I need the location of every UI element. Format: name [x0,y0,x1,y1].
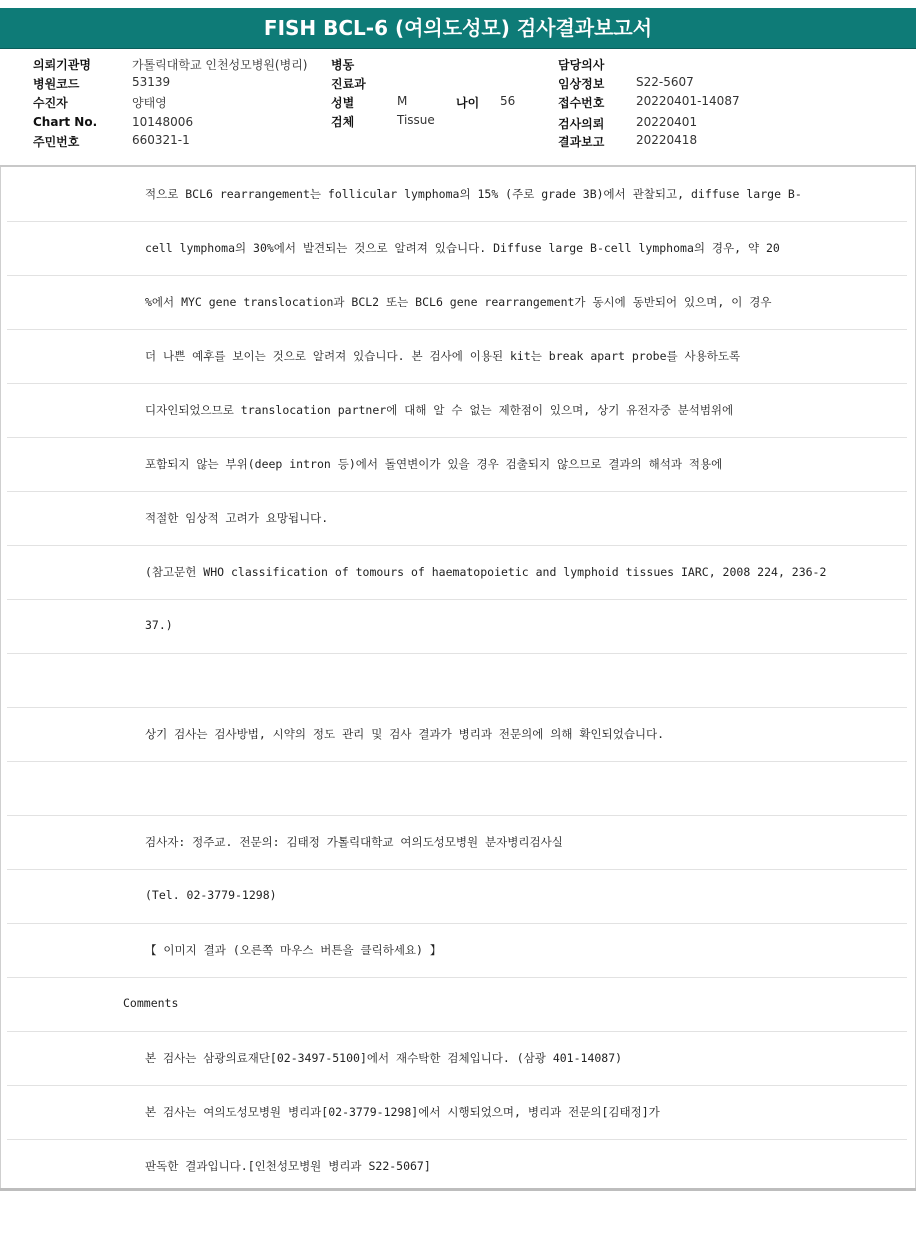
report-line-row [7,815,907,870]
report-line: 본 검사는 여의도성모병원 병리과[02-3779-1298]에서 시행되었으며, 병리과 전문의[김태정]가 [145,1105,660,1119]
request-date-label: 검사의뢰 [558,117,605,131]
patient-label: 수진자 [33,96,68,110]
report-line-row [7,329,907,384]
attending-doctor-label: 담당의사 [558,58,605,72]
report-line: 적절한 임상적 고려가 요망됩니다. [145,511,329,525]
bottom-divider [0,1188,916,1191]
report-line-row [7,1031,907,1086]
report-line-row [7,599,907,654]
resident-no-label: 주민번호 [33,135,80,149]
image-result-link[interactable]: 【 이미지 결과 (오른쪽 마우스 버튼을 클릭하세요) 】 [145,943,442,957]
report-date-label: 결과보고 [558,135,605,149]
sex-value: M [397,94,408,108]
hospital-code-label: 병원코드 [33,77,80,91]
report-line-row [7,869,907,924]
report-line-row-empty [7,653,907,708]
report-line: (참고문헌 WHO classification of tomours of haematopoietic and lymphoid tissues IARC, 2008 224, 236-2 [145,565,827,579]
report-line-row [7,1139,907,1193]
age-value: 56 [500,94,516,108]
report-line: 디자인되었으므로 translocation partner에 대해 알 수 없는 제한점이 있으며, 상기 유전자중 분석범위에 [145,403,734,417]
report-line-row [7,383,907,438]
chart-no-label: Chart No. [33,115,98,129]
report-body[interactable] [0,167,916,1191]
report-line: 37.) [145,618,173,632]
chart-no-value: 10148006 [132,115,194,129]
report-line: 본 검사는 삼광의료재단[02-3497-5100]에서 재수탁한 검체입니다. (삼광 401-14087) [145,1051,623,1065]
report-line-row [7,275,907,330]
report-line-row-empty [7,761,907,816]
institution-label: 의뢰기관명 [33,58,91,72]
comments-row [7,977,907,1032]
image-result-row[interactable] [7,923,907,978]
report-line: 상기 검사는 검사방법, 시약의 정도 관리 및 검사 결과가 병리과 전문의에 의해 확인되었습니다. [145,727,665,741]
report-line-row [7,167,907,222]
age-label: 나이 [456,96,480,110]
report-line-row [7,437,907,492]
report-header-info [0,48,916,166]
comments-heading: Comments [123,996,179,1010]
clinical-info-value: S22-5607 [636,75,694,89]
report-line: 판독한 결과입니다.[인천성모병원 병리과 S22-5067] [145,1159,431,1173]
institution-value: 가톨릭대학교 인천성모병원(병리) [132,58,308,72]
report-title-bar [0,8,916,49]
report-line-row [7,545,907,600]
specimen-value: Tissue [397,113,435,127]
report-line: 더 나쁜 예후를 보이는 것으로 알려져 있습니다. 본 검사에 이용된 kit는 break apart probe를 사용하도록 [145,349,741,363]
ward-label: 병동 [331,58,355,72]
sex-label: 성별 [331,96,355,110]
patient-value: 양태영 [132,96,167,110]
report-date-value: 20220418 [636,133,698,147]
hospital-code-value: 53139 [132,75,171,89]
report-line: 포함되지 않는 부위(deep intron 등)에서 돌연변이가 있을 경우 검출되지 않으므로 결과의 해석과 적용에 [145,457,723,471]
report-line-row [7,1085,907,1140]
receipt-no-label: 접수번호 [558,96,605,110]
report-title: FISH BCL-6 (여의도성모) 검사결과보고서 [263,16,653,40]
report-line-row [7,221,907,276]
report-line-row [7,491,907,546]
specimen-label: 검체 [331,115,355,129]
resident-no-value: 660321-1 [132,133,190,147]
report-line-row [7,707,907,762]
receipt-no-value: 20220401-14087 [636,94,740,108]
report-line: cell lymphoma의 30%에서 발견되는 것으로 알려져 있습니다. Diffuse large B-cell lymphoma의 경우, 약 20 [145,241,780,255]
clinical-info-label: 임상정보 [558,77,605,91]
report-line: (Tel. 02-3779-1298) [145,888,277,902]
department-label: 진료과 [331,77,366,91]
request-date-value: 20220401 [636,115,698,129]
report-line: 검사자: 정주교. 전문의: 김태정 가톨릭대학교 여의도성모병원 분자병리검사실 [145,835,563,849]
report-line: %에서 MYC gene translocation과 BCL2 또는 BCL6 gene rearrangement가 동시에 동반되어 있으며, 이 경우 [145,295,772,309]
report-line: 적으로 BCL6 rearrangement는 follicular lymphoma의 15% (주로 grade 3B)에서 관찰되고, diffuse large B- [145,187,802,201]
